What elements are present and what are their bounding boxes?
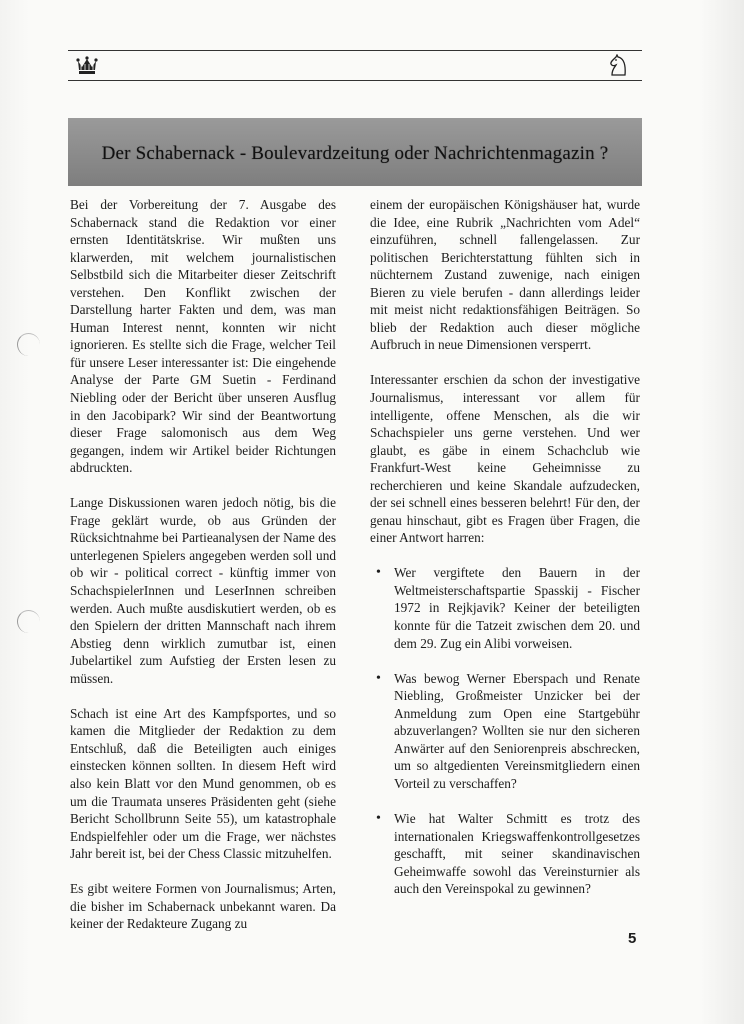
list-item: • Wie hat Walter Schmitt es trotz des internationalen Kriegswaffenkontrollgesetzes geschafft, mit seiner skandinavischen Geheimwaffe sowohl das Vereinsturnier als auch den Vereinspokal zu gewinnen? — [370, 810, 640, 898]
list-item: • Wer vergiftete den Bauern in der Weltmeisterschaftspartie Spasskij - Fischer 1972 in Rejkjavik? Keiner der beteiligten konnte für die Tatzeit zwischen dem 20. und dem 29. Zug ein Alibi vorweisen. — [370, 564, 640, 652]
title-banner — [68, 118, 642, 186]
left-column — [70, 196, 336, 950]
chess-knight-icon — [606, 54, 630, 78]
crown-icon — [76, 54, 98, 76]
punch-hole-mark — [17, 333, 40, 356]
paragraph: Lange Diskussionen waren jedoch nötig, bis die Frage geklärt wurde, ob aus Gründen der Rücksichtnahme bei Partieanalysen der Name des unterlegenen Spielers angegeben werden soll und ob wir - political correct - künftig immer von SchachspielerInnen und LeserInnen schreiben werden. Auch mußte ausdiskutiert werden, ob es den Spielern der dritten Mannschaft nach ihrem Abstieg denn wirklich zumutbar ist, einen Jubelartikel zum Aufstieg der Ersten lesen zu müssen. — [70, 495, 336, 686]
question-list — [370, 564, 640, 897]
header-rule-top — [68, 50, 642, 51]
right-column — [370, 196, 640, 915]
paragraph: einem der europäischen Königshäuser hat, wurde die Idee, eine Rubrik „Nachrichten vom Adel“ einzuführen, schnell fallengelassen. Zur politischen Berichterstattung fühlten sich in nüchternem Zustand zuwenige, nach einigen Bieren zu viele berufen - dann allerdings leider mit meist nicht redaktionsfähigen Beiträgen. So blieb der Redaktion auch dieser mögliche Aufbruch in neue Dimensionen versperrt. — [370, 197, 640, 353]
header-rule-bottom — [68, 80, 642, 81]
paragraph: Es gibt weitere Formen von Journalismus; Arten, die bisher im Schabernack unbekannt waren. Da keiner der Redakteure Zugang zu — [70, 881, 336, 932]
list-item: • Was bewog Werner Eberspach und Renate Niebling, Großmeister Unzicker bei der Anmeldung zum Open eine Startgebühr abzuverlangen? Wollten sie nur den sicheren Anwärter auf den Seniorenpreis abschrecken, um so altgedienten Vereinsmitgliedern einen Vorteil zu verschaffen? — [370, 670, 640, 793]
page-number: 5 — [628, 930, 637, 947]
punch-hole-mark — [17, 610, 40, 633]
paragraph: Interessanter erschien da schon der investigative Journalismus, interessant vor allem für intelligente, offene Menschen, als die wir Schachspieler uns gerne verstehen. Und wer glaubt, es gäbe in einem Schachclub wie Frankfurt-West keine Geheimnisse zu recherchieren und keine Skandale aufzudecken, der sei schnell eines besseren belehrt! Für den, der genau hinschaut, gibt es Fragen über Fragen, die einer Antwort harren: — [370, 372, 640, 546]
article-title: Der Schabernack - Boulevardzeitung oder Nachrichtenmagazin ? — [101, 143, 609, 164]
paragraph: Schach ist eine Art des Kampfsportes, und so kamen die Mitglieder der Redaktion zu dem Entschluß, daß die Beteiligten auch einiges einstecken können sollten. In diesem Heft wird also kein Blatt vor den Mund genommen, ob es um die Traumata unseres Präsidenten geht (siehe Bericht Schollbrunn Seite 55), um katastrophale Endspielfehler oder um die Frage, wer nächstes Jahr bereit ist, bei der Chess Classic mitzuhelfen. — [70, 705, 336, 862]
paragraph: Bei der Vorbereitung der 7. Ausgabe des Schabernack stand die Redaktion vor einer ernsten Identitätskrise. Wir mußten uns klarwerden, mit welchem journalistischen Selbstbild sich die Mitarbeiter dieser Zeitschrift verstehen. Den Konflikt zwischen der Darstellung harter Fakten und dem, was man Human Interest nennt, konnten wir nicht ignorieren. Es stellte sich die Frage, welcher Teil für unsere Leser interessanter ist: Die eingehende Analyse der Parte GM Suetin - Ferdinand Niebling oder der Bericht über unseren Ausflug in den Jacobipark? Wir sind der Beantwortung dieser Frage salomonisch aus dem Weg gegangen, indem wir Artikel beider Richtungen abdruckten. — [70, 197, 336, 476]
